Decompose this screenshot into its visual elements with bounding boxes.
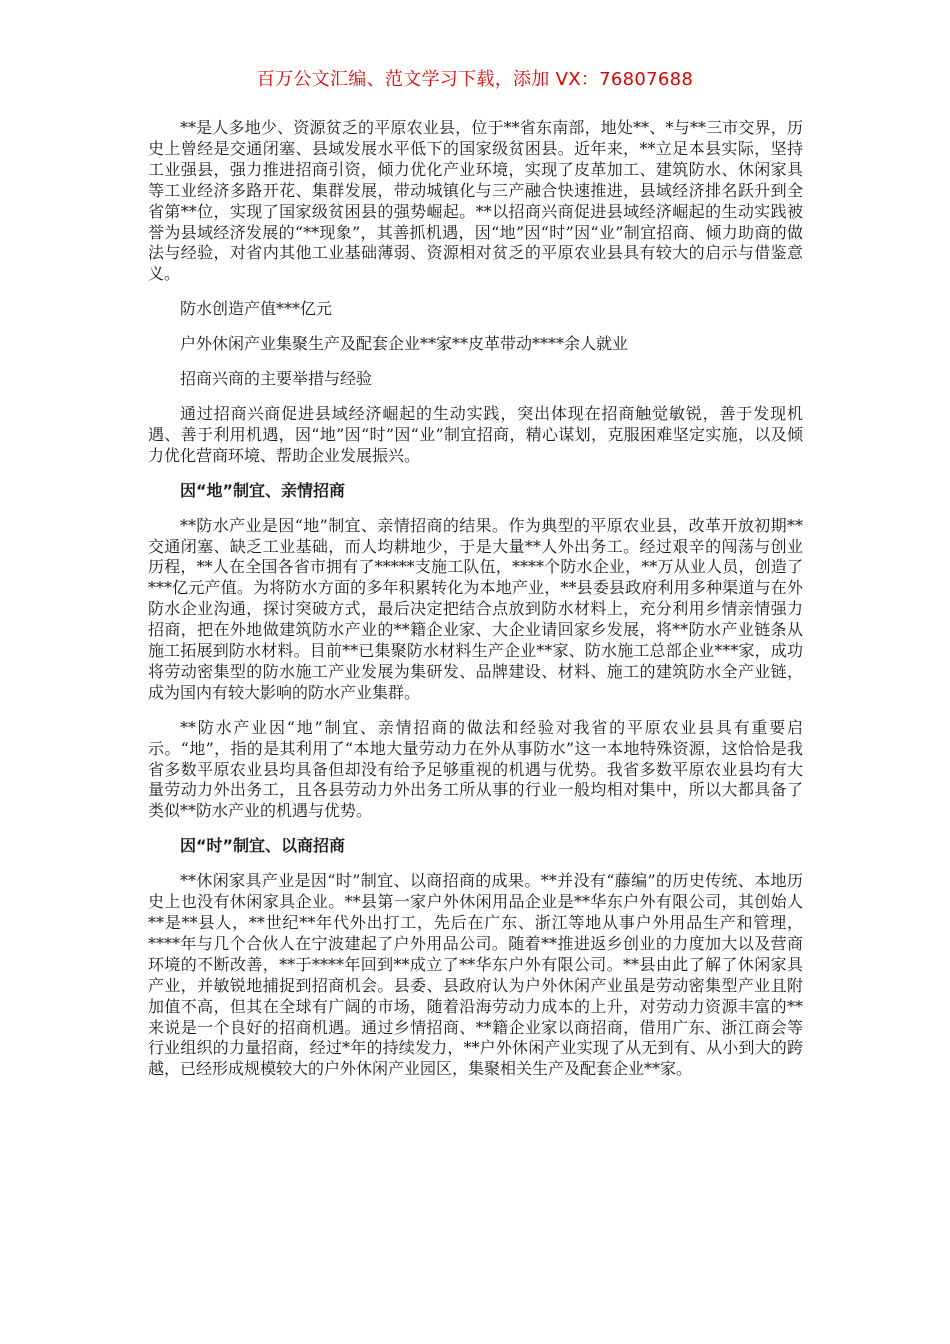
section-title-measures: 招商兴商的主要举措与经验 <box>180 369 373 389</box>
heading-timing: 因“时”制宜、以商招商 <box>180 836 346 856</box>
stat-line-leisure: 户外休闲产业集聚生产及配套企业**家**皮革带动****余人就业 <box>180 334 629 354</box>
waterproof-lessons-paragraph: **防水产业因“地”制宜、亲情招商的做法和经验对我省的平原农业县具有重要启示。“地”，指的是其利用了“本地大量劳动力在外从事防水”这一本地特殊资源，这恰恰是我省多数平原农业县均具备但却没有给予足够重视的机遇与优势。我省多数平原农业县均有大量劳动力外出务工，且各县劳动力外出务工所从事的行业一般均相对集中，所以大都具备了类似**防水产业的机遇与优势。 <box>148 717 803 821</box>
stat-line-waterproof: 防水创造产值***亿元 <box>180 299 333 319</box>
heading-local-conditions: 因“地”制宜、亲情招商 <box>180 480 346 500</box>
intro-paragraph: **是人多地少、资源贫乏的平原农业县，位于**省东南部，地处**、*与**三市交界，历史上曾经是交通闭塞、县域发展水平低下的国家级贫困县。近年来，**立足本县实际，坚持工业强县，强力推进招商引资，倾力优化产业环境，实现了皮革加工、建筑防水、休闲家具等工业经济多路开花、集群发展，带动城镇化与三产融合快速推进，县域经济排名跃升到全省第**位，实现了国家级贫困县的强势崛起。**以招商兴商促进县域经济崛起的生动实践被誉为县域经济发展的“**现象”，其善抓机遇，因“地”因“时”因“业”制宜招商、倾力助商的做法与经验，对省内其他工业基础薄弱、资源相对贫乏的平原农业县具有较大的启示与借鉴意义。 <box>148 118 803 284</box>
measures-paragraph: 通过招商兴商促进县域经济崛起的生动实践，突出体现在招商触觉敏锐，善于发现机遇、善于利用机遇，因“地”因“时”因“业”制宜招商，精心谋划，克服困难坚定实施，以及倾力优化营商环境、帮助企业发展振兴。 <box>148 403 803 465</box>
waterproof-industry-paragraph: **防水产业是因“地”制宜、亲情招商的结果。作为典型的平原农业县，改革开放初期**交通闭塞、缺乏工业基础，而人均耕地少，于是大量**人外出务工。经过艰辛的闯荡与创业历程，**人在全国各省市拥有了*****支施工队伍，****个防水企业，**万从业人员，创造了***亿元产值。为将防水方面的多年积累转化为本地产业，**县委县政府利用多种渠道与在外防水企业沟通，探讨突破方式，最后决定把结合点放到防水材料上，充分利用乡情亲情强力招商，把在外地做建筑防水产业的**籍企业家、大企业请回家乡发展，将**防水产业链条从施工拓展到防水材料。目前**已集聚防水材料生产企业**家、防水施工总部企业***家，成功将劳动密集型的防水施工产业发展为集研发、品牌建设、材料、施工的建筑防水全产业链，成为国内有较大影响的防水产业集群。 <box>148 515 803 702</box>
leisure-furniture-paragraph: **休闲家具产业是因“时”制宜、以商招商的成果。**并没有“藤编”的历史传统、本地历史上也没有休闲家具企业。**县第一家户外休闲用品企业是**华东户外有限公司，其创始人**是**县人，**世纪**年代外出打工，先后在广东、浙江等地从事户外用品生产和管理，****年与几个合伙人在宁波建起了户外用品公司。随着**推进返乡创业的力度加大以及营商环境的不断改善，**于****年回到**成立了**华东户外有限公司。**县由此了解了休闲家具产业，并敏锐地捕捉到招商机会。县委、县政府认为户外休闲产业虽是劳动密集型产业且附加值不高，但其在全球有广阔的市场，随着沿海劳动力成本的上升，对劳动力资源丰富的**来说是一个良好的招商机遇。通过乡情招商、**籍企业家以商招商，借用广东、浙江商会等行业组织的力量招商，经过*年的持续发力，**户外休闲产业实现了从无到有、从小到大的跨越，已经形成规模较大的户外休闲产业园区，集聚相关生产及配套企业**家。 <box>148 871 803 1079</box>
article-body <box>148 118 803 1080</box>
download-banner: 百万公文汇编、范文学习下载，添加 VX：76807688 <box>256 69 694 90</box>
